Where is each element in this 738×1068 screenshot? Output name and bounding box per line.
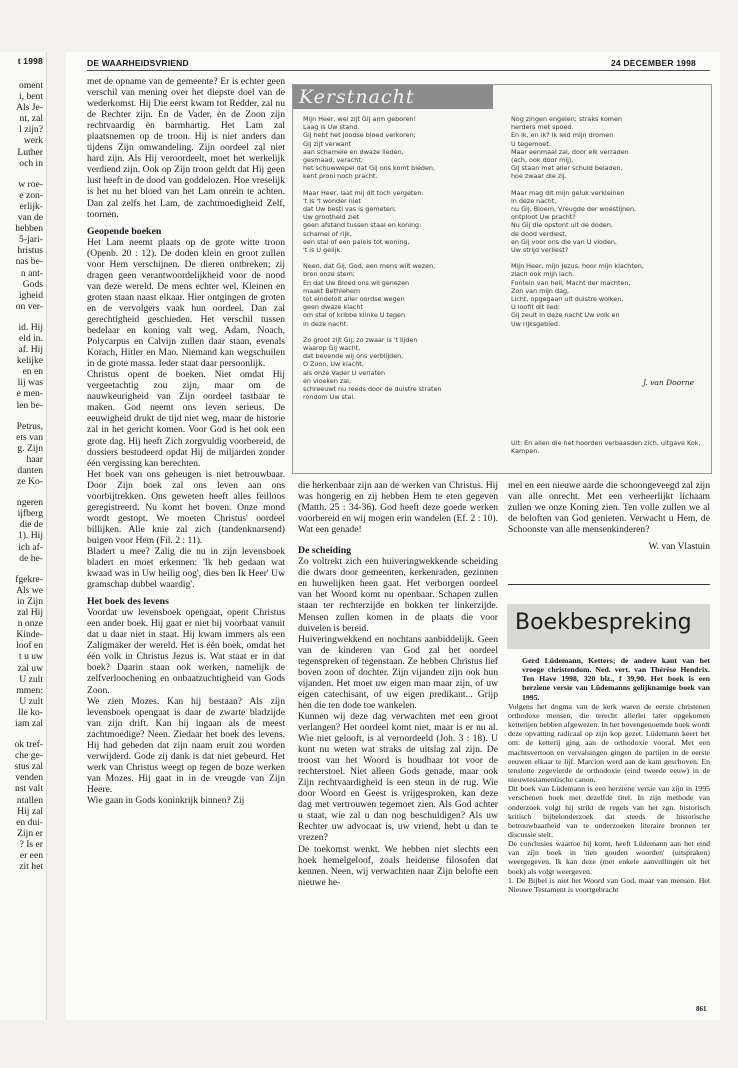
poem-line: bron onze stem; <box>303 270 355 279</box>
poem-line: nu Gij, Bloem, Vreugde der woestijnen, <box>511 205 637 214</box>
left-page-line: werk <box>23 135 43 147</box>
poem-line: en Gij voor ons die van U vloden, <box>511 237 617 246</box>
paragraph: Kunnen wij deze dag verwachten met een groot verlangen? Het oordeel komt niet, maar is er nu al. Wie niet gelooft, is al veroordeeld (Joh. 3 : 18). U kunt nu weten wat straks de uitslag zal zijn. De troost van het Woord is houdbaar tot voor de rechterstoel. Niet alleen Gods genade, maar ook Zijn rechtvaardigheid is een steun in de rug. Wie door Woord en Geest is vrijgesproken, kan deze dag met vertrouwen tegemoet zien. Als God achter u staat, wie zal u dan nog beschuldigen? Als uw Rechter uw advocaat is, uw vriend, hebt u dan te vrezen? <box>298 710 498 844</box>
left-page-line: erlijk- <box>19 200 43 212</box>
book-review-lead: Gerd Lüdemann, Ketters; de andere kant van het vroege christendom. Ned. vert. van Thérèse Hendrix. Ten Have 1998, 320 blz., f 39,90. Het boek is een herziene versie van Lüdemanns gelijknamige boek van 1995. <box>522 656 710 702</box>
poem-line: en vloeken zal, <box>303 376 351 385</box>
poem-line: het schuwwepel dat Gij ons komt bieden, <box>303 164 435 173</box>
left-page-line: mmen: <box>16 684 43 696</box>
poem-line: de dood verdiest, <box>511 229 567 238</box>
poem-line: Licht, opgegaan uit duistre wolken, <box>511 295 624 304</box>
poem-line: Maar mag dit mijn geluk verkleinen <box>511 188 625 197</box>
poem-line: hoe zwaar die zij. <box>511 172 567 181</box>
poem-line: Uw rijksgebied. <box>511 319 560 328</box>
left-page-line: 1). Hij <box>17 530 43 542</box>
left-page-line: nt, zal <box>19 113 43 125</box>
left-page-line: in Zijn <box>17 595 43 607</box>
poem-line: Gij zeult in deze nacht Uw volk en <box>511 311 620 320</box>
subheading-geopende-boeken: Geopende boeken <box>87 225 162 237</box>
poem-line: om stal of kribbe klinke U tegen <box>303 311 406 320</box>
left-page-line: U zult <box>19 673 43 685</box>
poem-line: Zon van mijn dag, <box>511 286 570 295</box>
paragraph: Volgens het dogma van de kerk waren de eerste christenen orthodoxe mensen, die terecht allerlei later opgekomen ketterijen hebben afgewezen. In het bovengenoemde boek wordt deze opvatting radicaal op zijn kop gezet. Lüdemann keert het om: de ketterij ging aan de orthodoxie vooraf. Met een machtsvertoon en vervalsingen gingen de partijen in de eerste eeuwen elkaar te lijf. Marcion werd aan de kant geschoven. En tenslotte zegevierde de orthodoxie (eind tweede eeuw) in de nieuwtestamentische canon. <box>508 701 710 785</box>
book-review-body <box>508 656 710 894</box>
left-page-line: lle ko- <box>18 706 43 718</box>
poem-line: geen dwaze klacht <box>303 303 363 312</box>
left-page-line: oment <box>19 80 43 91</box>
poem-line: rondom Uw stal. <box>303 393 356 402</box>
left-page-line: e men- <box>16 388 43 400</box>
poem-line: Maar Heer, laat mij dit toch vergeten: <box>303 188 424 197</box>
left-page-line: t u uw <box>19 651 43 663</box>
paragraph: Dit boek van Lüdemann is een herziene versie van zijn in 1995 verschenen boek met dezelfde titel. In zijn methode van onderzoek volgt hij strikt de regels van het zgn. historisch kritisch bijbelonderzoek dat steeds de historische betrouwbaarheid van te onderzoeken literaire bronnen ter discussie stelt. <box>508 784 710 839</box>
left-page-line: danten <box>17 465 43 476</box>
poem-stanza <box>511 262 706 328</box>
paragraph: Voordat uw levensboek opengaat, opent Christus een ander boek. Hij gaat er niet bij voorbaat vanuit dat u daar niet in staat. Hij kwam immers als een Zaligmaker der wereld. Het is één boek, omdat het één volk in Christus Jezus is. Wat staat er in dat boek? Daarin staan ook werken, namelijk de zelfverloochening en onbaatzuchtigheid van Gods Zoon. <box>87 607 285 696</box>
poem-line: schreeuwt nu reeds door de duistre straten <box>303 385 442 394</box>
left-page-line: che ge- <box>15 750 43 762</box>
paragraph: die herkenbaar zijn aan de werken van Christus. Hij was hongerig en zij hebben Hem te eten gegeven (Matth. 25 : 34-36). God heeft deze goede werken voorbereid en wij mogen erin wandelen (Ef. 2 : 10). Wat een genade! <box>298 480 498 536</box>
left-page-line: Kinde- <box>16 629 43 641</box>
left-page-line: af. Hij <box>18 344 43 356</box>
poem-line: Zo groot zijt Gij, zo zwaar is 't lijden <box>303 335 418 344</box>
paragraph: 1. De Bijbel is niet het Woord van God, maar van mensen. Het Nieuwe Testament is voortgebracht <box>508 875 710 894</box>
page-number: 861 <box>696 1005 707 1013</box>
poem-line: in deze nacht, <box>511 196 557 205</box>
poem-line: dat bevende wij ons verblijden, <box>303 352 404 361</box>
left-page-lines <box>0 80 46 882</box>
poem-line: 't is U gelijk. <box>303 246 343 255</box>
poem-right-column <box>511 115 706 336</box>
article-column-1 <box>87 76 285 1031</box>
poem-line: Neen, dat Gij, God, een mens wilt wezen, <box>303 262 436 271</box>
poem-line: (ach, ook door mij), <box>511 156 574 165</box>
left-page-line: haar <box>26 453 43 465</box>
left-page-line: och in <box>19 157 43 169</box>
left-page-line: len be- <box>16 399 43 411</box>
left-page-line: Hij zal <box>17 805 43 817</box>
poem-line: Gij zijt verwant <box>303 139 352 148</box>
poem-line: Gij hebt het Joodse bloed verkoren; <box>303 131 416 140</box>
paragraph: De toekomst wenkt. We hebben niet slechts een hoek hemelgeloof, zoals heidense filosofen dat kennen. Neen, wij verwachten naar Zijn belofte een nieuwe he- <box>298 843 498 888</box>
left-page-header: t 1998 <box>17 56 43 66</box>
poem-signature: J. van Doorne <box>643 378 695 387</box>
poem-line: U tegemoet. <box>511 139 551 148</box>
poem-line: een stal of een paleis tot woning, <box>303 237 410 246</box>
poem-line: herders met spoed. <box>511 123 574 132</box>
article-column-2 <box>298 480 498 1020</box>
left-page-line: e zon- <box>19 189 43 201</box>
poem-line: ontploot Uw pracht? <box>511 213 576 222</box>
left-page-line: U zult <box>19 695 43 707</box>
left-page-line: Als we <box>16 584 43 596</box>
left-page-line: ngeren <box>16 497 43 509</box>
book-review-title: Boekbespreking <box>515 610 692 635</box>
poem-line: geen afstand tussen staal en koning: <box>303 221 422 230</box>
left-page-line: ze Ko- <box>17 476 43 488</box>
paragraph: Zo voltrekt zich een huiveringwekkende scheiding die dwars door gemeenten, kerkenraden, gezinnen en huwelijken heen gaat. Het verborgen oordeel van het Woord komt nu openbaar. Schapen zullen staan ter rechterzijde en bokken ter linkerzijde. Mensen zullen komen in de plaats die voor duivelen is bereid. <box>298 556 498 634</box>
paragraph: Huiveringwekkend en nochtans aanbiddelijk. Geen van de kinderen van God zal het oordeel tegenspreken of tegenstaan. Ze hebben Christus lief boven zoon of dochter. Zijn vijanden zijn ook hun vijanden. Het moet uw eigen man maar zijn, of uw eigen catechisant, of uw eigen predikant... Grijp hen die ten dode toe wankelen. <box>298 633 498 711</box>
left-page-line: nas be- <box>15 256 43 268</box>
poem-line: als onze Vader U verlaten <box>303 368 385 377</box>
left-page-line: ok tref- <box>14 739 43 751</box>
poem-line: 't Is 't wonder niet <box>303 196 361 205</box>
poem-stanza <box>303 262 498 328</box>
paragraph: mel en een nieuwe aarde die schoongeveegd zal zijn van alle onrecht. Met een verheerlijkt lichaam zullen we onze Koning zien. Ten volle zullen we al de beloften van God genieten. Verwacht u Hem, de Schoonste van alle mensenkinderen? <box>508 480 710 536</box>
left-page-line: eld in. <box>19 332 43 344</box>
poem-line: aan schamele en dwaze lieden, <box>303 147 404 156</box>
left-page-line: igheid <box>19 289 43 301</box>
left-page-strip <box>0 52 47 1020</box>
poem-line: zlach ook mijn lach. <box>511 270 575 279</box>
left-page-line: zit het <box>19 861 43 873</box>
poem-line: Fontein van heil, Macht der machten, <box>511 278 631 287</box>
left-page-line: 5-jari- <box>19 234 43 246</box>
paragraph: Het Lam neemt plaats op de grote witte troon (Openb. 20 : 12). De doden klein en groot zullen voor Hem verschijnen. De dieren ontbreken; zij dragen geen verantwoordelijkheid voor de nood van deze wereld. De mens echter wel. Kleinen en groten staan naast elkaar. Hier ontgingen de groten en de vervolgers vaak hun oordeel. Dan zal gerechtigheid geschieden. Het verschil tussen bedelaar en koning valt weg. Adam, Noach, Polycarpus en Calvijn zullen daar staan, evenals Korach, Hitler en Mao. Niemand kan wegschuilen in de grote massa. Ieder staat daar persoonlijk. <box>87 236 285 370</box>
left-page-line: Petrus, <box>16 420 43 432</box>
paragraph: Het boek van ons geheugen is niet betrouwbaar. Door Zijn boek zal ons leven aan ons voorbijtrekken. Ons geweten heeft alles feilloos geregistreerd. Nu komt het boven. Onze mond wordt gestopt. We moeten Christus' oordeel billijken. Alle knie zal zich (tandenknarsend) buigen voor Hem (Fil. 2 : 11). <box>87 468 285 546</box>
poem-line: Nog zingen engelen; straks komen <box>511 115 622 123</box>
paragraph: Wie gaan in Gods koninkrijk binnen? Zij <box>87 795 245 806</box>
left-page-line: w roe- <box>18 178 43 190</box>
subheading-de-scheiding: De scheiding <box>298 545 352 557</box>
poem-line: gesmaad, veracht; <box>303 156 363 165</box>
publication-date: 24 DECEMBER 1998 <box>611 58 696 68</box>
poem-line: Uw strijd verliest? <box>511 246 569 255</box>
left-page-line: Zijn er <box>17 827 43 839</box>
left-page-line: stus zal <box>14 761 43 773</box>
poem-line: O Zoon, Uw klacht, <box>303 360 364 369</box>
poem-left-column <box>303 115 498 410</box>
header-rule <box>87 70 710 71</box>
left-page-line: Gods <box>22 278 43 290</box>
left-page-line: id. Hij <box>18 321 43 333</box>
poem-stanza <box>303 115 498 181</box>
poem-line: in deze nacht. <box>303 319 349 328</box>
poem-title: Kerstnacht <box>299 86 415 108</box>
paragraph: De conclusies waartoe hij komt, heeft Lüdemann aan het eind van zijn boek in 'tien gouden woorden' (uitspraken) weergegeven. Ik kan deze (met enkele aanvullingen uit het boek) als volgt weergeven. <box>508 839 710 876</box>
left-page-line: Luther <box>17 146 43 158</box>
poem-line: En ik, en ik? Ik leid mijn dromen <box>511 131 614 140</box>
poem-line: maakt Bethlehem <box>303 286 361 295</box>
left-page-line: loof en <box>16 640 43 652</box>
book-review-banner <box>507 604 710 649</box>
left-page-line: zal Hij <box>17 607 43 619</box>
poem-line: dat Uw bestl vas is gemeten; <box>303 205 397 214</box>
left-page-line: en dui- <box>16 816 43 828</box>
paragraph: Christus opent de boeken. Niet omdat Hij vergeetachtig zou zijn, maar om de nauwkeurigheid van Zijn oordeel tastbaar te maken. God neemt ons leven serieus. De eeuwigheid drukt de tijd niet weg, maar de historie zal in het gericht komen. Voor God is het ook een grote dag. Hij heeft Zich zorgvuldig voorbereid, de dossiers bestudeerd opdat Hij de miljarden zonder één vergissing kan berechten. <box>87 369 285 469</box>
poem-line: Laag is Uw stand. <box>303 123 360 132</box>
left-page-line: g. Zijn <box>17 442 43 454</box>
poem-stanza <box>303 189 498 255</box>
left-page-line: nst valt <box>15 783 43 795</box>
poem-line: U loofit dit lied: <box>511 303 560 312</box>
left-page-line: n ant- <box>20 267 43 279</box>
poem-stanza <box>511 115 706 181</box>
article-author: W. van Vlastuin <box>648 541 710 553</box>
left-page-line: hristus <box>17 245 43 257</box>
left-page-line: on ver- <box>15 300 43 312</box>
poem-title-bar <box>293 85 493 109</box>
left-page-line: n onze <box>17 618 43 630</box>
poem-line: Mijn Heer, wel zijt Gij arm geboren! <box>303 115 417 123</box>
left-page-line: i, bent <box>19 91 43 103</box>
poem-line: Mijn Heer, mijn Jezus, hoor mijn klachten, <box>511 262 644 271</box>
subheading-boek-des-levens: Het boek des levens <box>87 596 169 608</box>
left-page-line: venden <box>15 772 43 784</box>
left-page-line: zal uw <box>17 662 43 674</box>
poem-source: Uit: En allen die het hoorden verbaasden zich, uitgave Kok, Kampen. <box>511 439 701 456</box>
left-page-line: hebben <box>15 223 43 235</box>
left-page-line: ets van <box>16 431 43 443</box>
left-page-line: die de <box>19 519 43 531</box>
column-divider <box>508 584 710 585</box>
paragraph: We zien Mozes. Kan hij bestaan? Als zijn levensboek opengaat is daar de zwarte bladzijde van zijn drift. Kan hij ingaan als de meest zachtmoedige? Neen. Ziedaar het boek des levens. Hij had gebeden dat zijn naam eruit zou worden verwijderd. Gode zij dank is dat niet gebeurd. Het werk van Christus weegt op tegen de boze werken van Mozes. Hij gaat in in de vreugde van Zijn Heere. <box>87 695 285 795</box>
article-intro: met de opname van de gemeente? Er is echter geen verschil van mening over het diepste doel van de wederkomst. Hij Die eerst kwam tot Redder, zal nu de Rechter zijn. En de Vader, èn de Zoon zijn rechtvaardig èn barmhartig. Het Lam zal plaatsnemen op de troon. Hij is niet anders dan tijdens Zijn omwandeling. Zijn oordeel zal niet hard zijn. Als Hij veroordeelt, moet het werkelijk verdiend zijn. Ook op Zijn troon geldt dat Hij geen lust heeft in de dood van goddelozen. Hoe vreselijk is het nu het bloed van het Lam onrein te achten. Dan zal zelfs het Lam, de zachtmoedigheid Zelf, toornen. <box>87 76 285 220</box>
left-page-line: fgekre- <box>15 573 43 585</box>
poem-stanza <box>303 336 498 402</box>
left-page-line: er een <box>19 850 43 861</box>
left-page-line: de he- <box>19 552 43 564</box>
left-page-line: Als Je- <box>16 102 43 114</box>
poem-line: Maar eenmaal zal, door elk verraden <box>511 147 629 156</box>
poem-stanza <box>511 189 706 255</box>
poem-line: waarop Gij wacht, <box>303 344 361 353</box>
poem-line: Gij staan met aller schuld beladen, <box>511 164 623 173</box>
left-page-line: kelijke <box>16 355 43 367</box>
left-page-line: en en <box>22 366 43 378</box>
poem-line: kent prooi noch pracht. <box>303 172 378 181</box>
poem-box <box>292 84 712 474</box>
poem-line: tot eindeloit aller oordse wegen <box>303 295 405 304</box>
left-page-line: ich af- <box>18 541 43 553</box>
poem-line: Nu Gij die opstont uit de doden, <box>511 221 613 230</box>
left-page-line: iam zal <box>15 717 43 729</box>
left-page-line: van de <box>17 212 43 224</box>
left-page-line: l zijn? <box>19 124 43 136</box>
poem-line: En dat Uw Bloed ons wil genezen <box>303 278 410 287</box>
article-column-3 <box>508 480 710 552</box>
left-page-line: ? Is er <box>19 838 43 850</box>
publication-name: DE WAARHEIDSVRIEND <box>87 58 189 68</box>
left-page-line: ijfberg <box>17 508 43 520</box>
poem-line: Uw grootheid ziet <box>303 213 360 222</box>
left-page-line: lij was <box>17 377 43 389</box>
left-page-line: ntallen <box>16 794 43 806</box>
poem-line: schamel of rijk, <box>303 229 352 238</box>
paragraph: Bladert u mee? Zalig die nu in zijn levensboek bladert en moet erkennen: 'Ik heb gedaan wat kwaad was in Uw heilig oog', dies ben Ik Heer' Uw gramschap dubbel waardig'. <box>87 545 285 591</box>
